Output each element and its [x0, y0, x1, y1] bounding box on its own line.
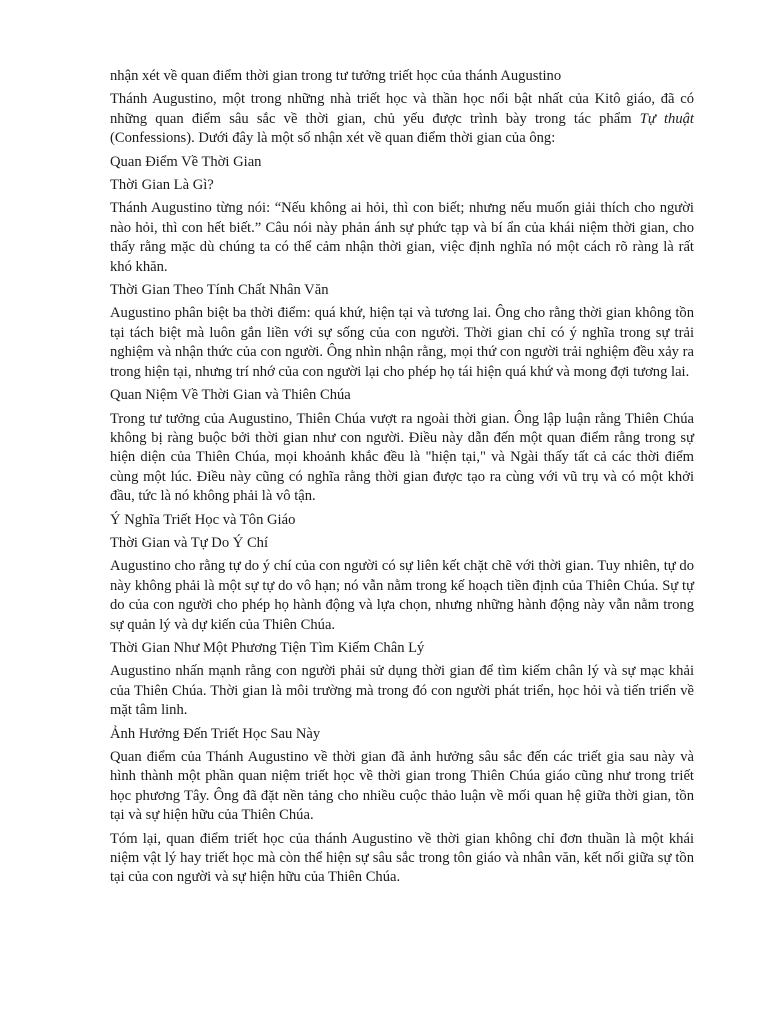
- paragraph-human-nature: Augustino phân biệt ba thời điểm: quá khứ, hiện tại và tương lai. Ông cho rằng thời gian không tồn tại tách biệt mà luôn gắn liền với sự sống của con người. Thời gian chỉ có ý nghĩa trong sự trải nghiệm và nhận thức của con người. Ông nhìn nhận rằng, mọi thứ con người trải nghiệm đều xảy ra trong hiện tại, nhưng trí nhớ của con người lại cho phép họ tái hiện quá khứ và mong đợi tương lai.: [110, 305, 694, 380]
- paragraph-time-and-god: Trong tư tưởng của Augustino, Thiên Chúa vượt ra ngoài thời gian. Ông lập luận rằng Thiên Chúa không bị ràng buộc bởi thời gian như con người. Điều này dẫn đến một quan điểm rằng trong sự hiện diện của Thiên Chúa, mọi khoảnh khắc đều là "hiện tại," và Ngài thấy tất cả các thời điểm cùng một lúc. Điều này cũng có nghĩa rằng thời gian được tạo ra cùng với vũ trụ và có một khởi đầu, tức là nó không phải là vô tận.: [110, 410, 694, 505]
- document-title: nhận xét về quan điểm thời gian trong tư tưởng triết học của thánh Augustino: [110, 68, 562, 84]
- subheading-human-nature: Thời Gian Theo Tính Chất Nhân Văn: [110, 282, 329, 299]
- paragraph-influence: Quan điểm của Thánh Augustino về thời gian đã ảnh hưởng sâu sắc đến các triết gia sau này và hình thành một phần quan niệm triết học về thời gian trong Thiên Chúa giáo cũng như trong triết học phương Tây. Ông đã đặt nền tảng cho nhiều cuộc thảo luận về mối quan hệ giữa thời gian, tồn tại và sự hiện hữu của Thiên Chúa.: [110, 749, 694, 824]
- intro-text-start: Thánh Augustino, một trong những nhà triết học và thần học nổi bật nhất của Kitô giáo, đã có những quan điểm sâu sắc về thời gian, chủ yếu được trình bày trong tác phẩm: [110, 91, 694, 127]
- intro-text-end: (Confessions). Dưới đây là một số nhận xét về quan điểm thời gian của ông:: [110, 130, 556, 147]
- section-heading-meaning: Ý Nghĩa Triết Học và Tôn Giáo: [110, 511, 296, 528]
- subheading-time-and-god: Quan Niệm Về Thời Gian và Thiên Chúa: [110, 387, 351, 404]
- document-page: [110, 67, 694, 892]
- subheading-seeking-truth: Thời Gian Như Một Phương Tiện Tìm Kiếm Chân Lý: [110, 639, 425, 656]
- subheading-influence: Ảnh Hưởng Đến Triết Học Sau Này: [110, 725, 321, 742]
- subheading-free-will: Thời Gian và Tự Do Ý Chí: [110, 534, 269, 551]
- paragraph-what-is-time: Thánh Augustino từng nói: “Nếu không ai hỏi, thì con biết; nhưng nếu muốn giải thích cho người nào hỏi, thì con hết biết.” Câu nói này phản ánh sự phức tạp và bí ẩn của khái niệm thời gian, cho thấy rằng mặc dù chúng ta có thể cảm nhận thời gian, việc định nghĩa nó một cách rõ ràng là rất khó khăn.: [110, 200, 694, 275]
- subheading-what-is-time: Thời Gian Là Gì?: [110, 177, 214, 194]
- book-title-italic: Tự thuật: [639, 110, 694, 127]
- paragraph-conclusion: Tóm lại, quan điểm triết học của thánh Augustino về thời gian không chỉ đơn thuần là một khái niệm vật lý hay triết học mà còn thể hiện sự sâu sắc trong tôn giáo và nhân văn, kết nối giữa sự tồn tại của con người và sự hiện hữu của Thiên Chúa.: [110, 830, 694, 886]
- section-heading-time-view: Quan Điểm Về Thời Gian: [110, 153, 262, 170]
- paragraph-seeking-truth: Augustino nhấn mạnh rằng con người phải sử dụng thời gian để tìm kiếm chân lý và sự mạc khải của Thiên Chúa. Thời gian là môi trường mà trong đó con người phát triển, học hỏi và tiến triển về mặt tâm linh.: [110, 663, 694, 719]
- paragraph-free-will: Augustino cho rằng tự do ý chí của con người có sự liên kết chặt chẽ với thời gian. Tuy nhiên, tự do này không phải là một sự tự do vô hạn; nó vẫn nằm trong kế hoạch tiền định của Thiên Chúa. Sự tự do của con người cho phép họ hành động và lựa chọn, nhưng những hành động này vẫn nằm trong sự quản lý và dự kiến của Thiên Chúa.: [110, 558, 694, 633]
- intro-paragraph: [110, 90, 694, 148]
